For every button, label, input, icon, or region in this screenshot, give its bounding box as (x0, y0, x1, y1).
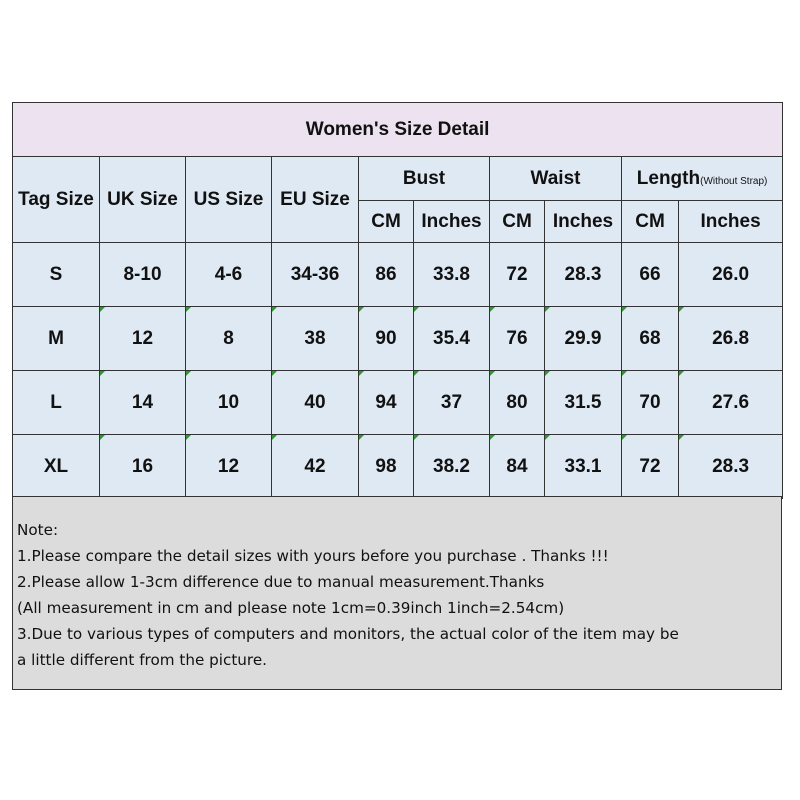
cell-value: 76 (506, 327, 528, 349)
cell-value: 68 (639, 327, 661, 349)
cell-marker (414, 371, 419, 376)
cell-value: 40 (304, 391, 326, 413)
cell-marker (679, 371, 684, 376)
cell-value: 10 (217, 391, 240, 413)
cell-marker (679, 307, 684, 312)
cell-length-cm (622, 307, 679, 371)
cell-waist-cm (490, 307, 545, 371)
cell-marker (545, 371, 550, 376)
cell-uk-size (100, 371, 186, 435)
cell-marker (490, 435, 495, 440)
table-row (13, 371, 783, 435)
size-table (12, 102, 783, 499)
cell-value: 26.8 (712, 327, 750, 349)
cell-length-cm (622, 435, 679, 499)
cell-marker (186, 307, 191, 312)
cell-waist-inches (545, 307, 622, 371)
cell-value: 34-36 (290, 263, 340, 285)
cell-bust-cm (359, 435, 414, 499)
cell-us-size (186, 243, 272, 307)
cell-value: 14 (131, 391, 154, 413)
subheader-waist-cm: CM (490, 201, 545, 243)
note-line: 2.Please allow 1-3cm difference due to manual measurement.Thanks (17, 573, 545, 591)
header-us-size: US Size (186, 157, 272, 243)
cell-marker (359, 435, 364, 440)
header-row (13, 157, 783, 201)
cell-value: 70 (639, 391, 661, 413)
subheader-length-cm: CM (622, 201, 679, 243)
cell-marker (622, 435, 627, 440)
header-waist: Waist (490, 157, 622, 201)
cell-marker (622, 307, 627, 312)
cell-value: S (49, 263, 63, 285)
cell-value: L (50, 391, 62, 413)
cell-uk-size (100, 307, 186, 371)
cell-value: 66 (639, 263, 661, 285)
cell-value: 28.3 (712, 455, 750, 477)
cell-bust-cm (359, 243, 414, 307)
cell-value: 38.2 (433, 455, 470, 477)
note-line: 3.Due to various types of computers and monitors, the actual color of the item may be (17, 625, 679, 643)
cell-value: XL (43, 455, 69, 477)
header-length-note: (Without Strap) (700, 175, 768, 187)
header-uk-size: UK Size (100, 157, 186, 243)
cell-waist-inches (545, 243, 622, 307)
cell-value: 72 (639, 455, 661, 477)
cell-waist-cm (490, 371, 545, 435)
cell-bust-inches (414, 243, 490, 307)
cell-waist-inches (545, 435, 622, 499)
cell-value: 80 (506, 391, 528, 413)
cell-eu-size (272, 243, 359, 307)
table-row (13, 243, 783, 307)
cell-length-inches (679, 307, 783, 371)
cell-value: 27.6 (712, 391, 750, 413)
table-row (13, 307, 783, 371)
cell-marker (272, 371, 277, 376)
cell-bust-cm (359, 307, 414, 371)
notes-box (12, 496, 782, 690)
subheader-bust-inches: Inches (414, 201, 490, 243)
cell-value: 12 (131, 327, 154, 349)
cell-value: 35.4 (433, 327, 470, 349)
header-bust: Bust (359, 157, 490, 201)
cell-marker (272, 435, 277, 440)
cell-marker (100, 435, 105, 440)
title-row (13, 103, 783, 157)
note-heading: Note: (17, 521, 59, 539)
cell-value: 8-10 (123, 263, 162, 285)
cell-value: 90 (375, 327, 397, 349)
cell-bust-inches (414, 307, 490, 371)
cell-eu-size (272, 371, 359, 435)
cell-value: 4-6 (214, 263, 243, 285)
cell-marker (545, 307, 550, 312)
subheader-length-inches: Inches (679, 201, 783, 243)
cell-waist-cm (490, 243, 545, 307)
cell-marker (100, 307, 105, 312)
cell-uk-size (100, 243, 186, 307)
cell-marker (414, 307, 419, 312)
cell-us-size (186, 307, 272, 371)
subheader-waist-inches: Inches (545, 201, 622, 243)
header-eu-size: EU Size (272, 157, 359, 243)
cell-value: M (48, 327, 64, 349)
header-tag-size: Tag Size (13, 157, 100, 243)
table-row (13, 435, 783, 499)
cell-value: 33.8 (433, 263, 470, 285)
cell-us-size (186, 435, 272, 499)
cell-marker (545, 435, 550, 440)
cell-value: 28.3 (564, 263, 602, 285)
cell-marker (490, 307, 495, 312)
cell-uk-size (100, 435, 186, 499)
cell-value: 12 (217, 455, 240, 477)
cell-bust-cm (359, 371, 414, 435)
cell-marker (186, 371, 191, 376)
cell-eu-size (272, 435, 359, 499)
cell-value: 33.1 (564, 455, 602, 477)
cell-marker (490, 371, 495, 376)
cell-eu-size (272, 307, 359, 371)
cell-value: 72 (506, 263, 528, 285)
note-line: (All measurement in cm and please note 1cm=0.39inch 1inch=2.54cm) (17, 599, 565, 617)
cell-marker (622, 371, 627, 376)
cell-length-inches (679, 371, 783, 435)
note-line: 1.Please compare the detail sizes with yours before you purchase . Thanks !!! (17, 547, 609, 565)
cell-waist-inches (545, 371, 622, 435)
cell-value: 37 (440, 391, 463, 413)
cell-value: 94 (375, 391, 397, 413)
size-rows (13, 243, 783, 499)
cell-marker (100, 371, 105, 376)
cell-value: 98 (375, 455, 397, 477)
cell-value: 29.9 (564, 327, 602, 349)
cell-value: 42 (304, 455, 326, 477)
cell-marker (359, 371, 364, 376)
cell-marker (679, 435, 684, 440)
cell-marker (272, 307, 277, 312)
cell-marker (359, 307, 364, 312)
cell-tag-size (13, 435, 100, 499)
cell-value: 31.5 (564, 391, 602, 413)
cell-length-cm (622, 243, 679, 307)
cell-marker (414, 435, 419, 440)
header-length-label: Length (636, 167, 701, 189)
cell-length-cm (622, 371, 679, 435)
subheader-bust-cm: CM (359, 201, 414, 243)
cell-waist-cm (490, 435, 545, 499)
cell-length-inches (679, 243, 783, 307)
cell-value: 16 (131, 455, 154, 477)
cell-value: 8 (223, 327, 234, 349)
cell-tag-size (13, 371, 100, 435)
cell-tag-size (13, 307, 100, 371)
cell-tag-size (13, 243, 100, 307)
header-length (622, 157, 783, 201)
note-line: a little different from the picture. (17, 651, 267, 669)
cell-value: 84 (506, 455, 528, 477)
cell-marker (186, 435, 191, 440)
cell-bust-inches (414, 371, 490, 435)
table-title: Women's Size Detail (13, 103, 783, 157)
cell-value: 86 (375, 263, 397, 285)
cell-value: 26.0 (712, 263, 750, 285)
cell-bust-inches (414, 435, 490, 499)
cell-value: 38 (304, 327, 326, 349)
cell-us-size (186, 371, 272, 435)
cell-length-inches (679, 435, 783, 499)
